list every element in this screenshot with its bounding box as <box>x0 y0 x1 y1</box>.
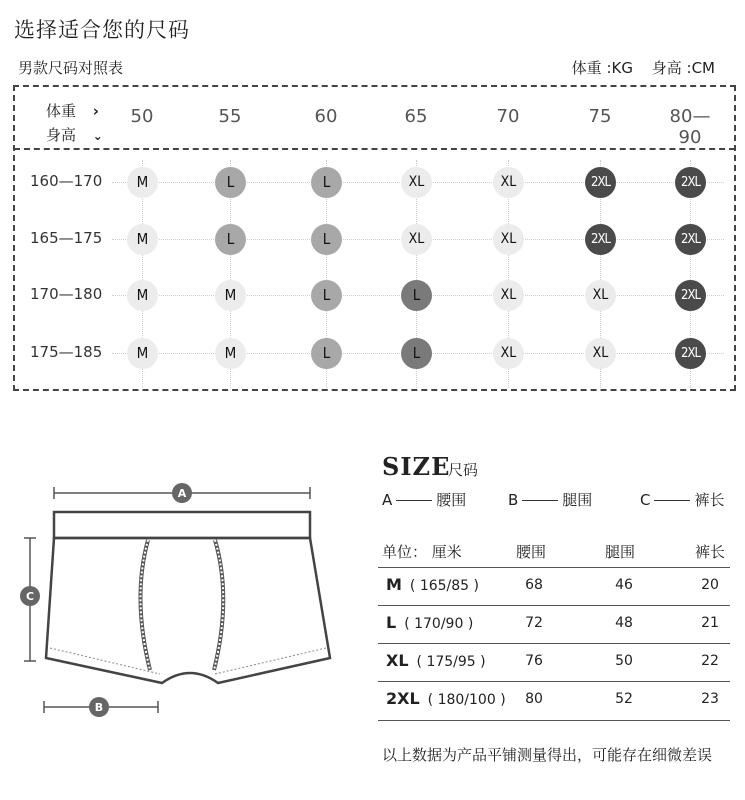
table-header-leg: 腿围 <box>605 543 636 561</box>
weight-unit: 体重 :KG <box>571 59 633 77</box>
weight-header: 55 <box>218 106 242 127</box>
table-rule <box>378 605 730 606</box>
table-row-size: M ( 165/85 ) <box>386 575 479 594</box>
size-chip: M <box>127 280 158 311</box>
size-chip: 2XL <box>585 224 616 255</box>
size-chip: M <box>127 167 158 198</box>
measure-a-arrow <box>54 483 310 503</box>
table-row-size: XL ( 175/95 ) <box>386 651 486 670</box>
weight-header: 80—90 <box>669 106 711 148</box>
size-chip: 2XL <box>585 167 616 198</box>
label-b: B <box>94 701 104 714</box>
label-a: A <box>177 487 187 500</box>
table-cell-waist: 80 <box>525 691 543 707</box>
table-header-length: 裤长 <box>695 543 726 561</box>
table-rule <box>378 720 730 721</box>
size-chip: L <box>311 224 342 255</box>
table-cell-leg: 46 <box>615 577 633 593</box>
size-chip: 2XL <box>675 224 706 255</box>
size-chip: 2XL <box>675 280 706 311</box>
size-heading: SIZE <box>382 452 451 481</box>
size-chip: L <box>401 338 432 369</box>
table-cell-waist: 68 <box>525 577 543 593</box>
measure-b-arrow <box>44 697 158 717</box>
size-chip: L <box>311 167 342 198</box>
legend-c: C 裤长 <box>640 491 725 509</box>
table-cell-leg: 52 <box>615 691 633 707</box>
size-chip: M <box>127 338 158 369</box>
waistband <box>54 512 310 538</box>
size-grid <box>13 85 736 391</box>
size-chip: XL <box>585 338 616 369</box>
size-chip: XL <box>401 224 432 255</box>
measure-c-arrow <box>20 538 40 661</box>
table-rule <box>378 643 730 644</box>
table-header-unit: 单位： 厘米 <box>382 543 462 561</box>
size-chip: XL <box>493 280 524 311</box>
size-chip: XL <box>493 167 524 198</box>
table-row-size: 2XL ( 180/100 ) <box>386 689 506 708</box>
height-range-label: 165—175 <box>30 229 103 247</box>
size-chip: L <box>215 167 246 198</box>
height-range-label: 170—180 <box>30 285 103 303</box>
size-chip: L <box>311 338 342 369</box>
weight-header: 65 <box>404 106 428 127</box>
chevron-down-icon: ⌄ <box>92 129 103 143</box>
table-row-size: L ( 170/90 ) <box>386 613 474 632</box>
legend-b: B 腿围 <box>508 491 593 509</box>
measurement-note: 以上数据为产品平铺测量得出，可能存在细微差误 <box>382 746 713 764</box>
page-title: 选择适合您的尺码 <box>14 18 190 42</box>
table-cell-leg: 48 <box>615 615 633 631</box>
size-chip: XL <box>493 338 524 369</box>
chevron-right-icon: › <box>92 102 99 120</box>
size-chip: L <box>401 280 432 311</box>
size-chip: M <box>215 280 246 311</box>
table-cell-length: 20 <box>701 577 719 593</box>
table-cell-waist: 72 <box>525 615 543 631</box>
height-range-label: 160—170 <box>30 172 103 190</box>
table-rule <box>378 567 730 568</box>
height-range-label: 175—185 <box>30 343 103 361</box>
garment-body <box>46 538 330 683</box>
front-pouch <box>140 540 223 670</box>
table-cell-length: 22 <box>701 653 719 669</box>
table-rule <box>378 681 730 682</box>
height-unit: 身高 :CM <box>651 59 715 77</box>
size-chip: 2XL <box>675 167 706 198</box>
weight-header: 70 <box>496 106 520 127</box>
height-axis-label: 身高 ⌄ <box>46 126 103 144</box>
size-chip: M <box>215 338 246 369</box>
table-cell-length: 23 <box>701 691 719 707</box>
size-heading-sub: 尺码 <box>448 461 479 479</box>
units-legend <box>558 57 715 78</box>
size-chip: L <box>215 224 246 255</box>
table-cell-leg: 50 <box>615 653 633 669</box>
size-chip: 2XL <box>675 338 706 369</box>
underwear-diagram <box>10 478 370 728</box>
size-chip: L <box>311 280 342 311</box>
label-c: C <box>25 590 35 603</box>
size-chip: XL <box>401 167 432 198</box>
weight-header: 75 <box>588 106 612 127</box>
table-cell-length: 21 <box>701 615 719 631</box>
legend-a: A 腰围 <box>382 491 467 509</box>
table-header-waist: 腰围 <box>516 543 547 561</box>
size-chip: XL <box>493 224 524 255</box>
size-chip: XL <box>585 280 616 311</box>
size-chip: M <box>127 224 158 255</box>
weight-header: 50 <box>130 106 154 127</box>
grid-divider <box>14 148 735 150</box>
weight-axis-label: 体重 › <box>46 102 99 120</box>
weight-header: 60 <box>314 106 338 127</box>
table-cell-waist: 76 <box>525 653 543 669</box>
chart-subtitle: 男款尺码对照表 <box>18 59 124 77</box>
